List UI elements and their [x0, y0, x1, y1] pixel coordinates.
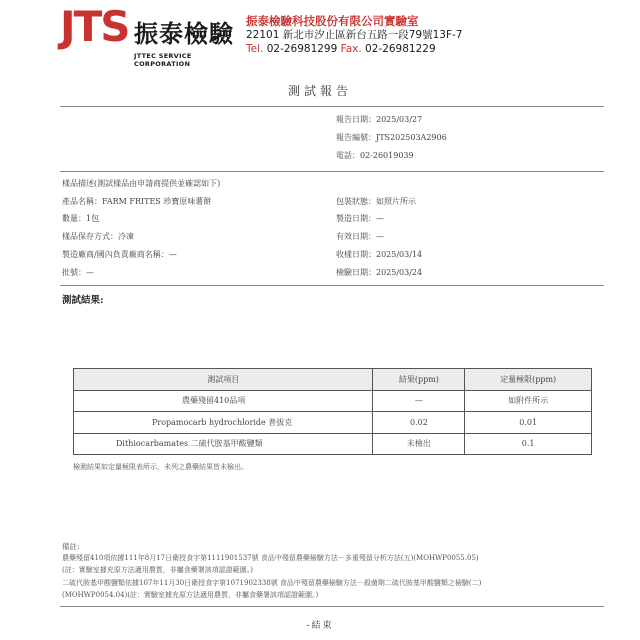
result-value: —	[373, 390, 465, 412]
tel-number: 02-26981299	[266, 43, 338, 55]
expiry-date: 有效日期：—	[336, 232, 384, 241]
loq-value: 如附件所示	[465, 390, 592, 412]
report-number: 報告編號：JTS202503A2906	[336, 133, 447, 142]
remarks-label: 備註:	[62, 542, 80, 551]
loq-value: 0.1	[465, 433, 592, 455]
result-value: 0.02	[373, 412, 465, 434]
company-address: 22101 新北市汐止區新台五路一段79號13F-7	[246, 29, 463, 41]
sample-quantity: 數量：1包	[62, 214, 100, 223]
remark-line: (MOHWP0054.04)(註：實驗室據充原方法適用農質，非屬食藥署該項認證範圍。)	[62, 591, 319, 599]
remark-line: (註：實驗室據充原方法適用農質，非屬食藥署該項認證範圍。)	[62, 566, 253, 574]
header-test-item: 測試項目	[74, 369, 373, 391]
letterhead	[0, 0, 640, 68]
company-contact	[246, 42, 462, 56]
table-row	[74, 433, 592, 455]
logo-english-name: JTTEC SERVICE CORPORATION	[134, 52, 192, 68]
report-date: 報告日期：2025/03/27	[336, 115, 423, 124]
remark-line: 農藥殘留410項依據111年8月17日衛授食字第1111901537號 食品中殘留農藥檢驗方法－多重殘留分析方法(五)(MOHWP0055.05)	[62, 554, 479, 562]
test-item: 農藥殘留410品項	[74, 390, 373, 412]
packaging-state: 包裝狀態：如照片所示	[336, 197, 416, 206]
fax-number: 02-26981229	[365, 43, 436, 55]
manufacture-date: 製造日期：—	[336, 214, 384, 223]
header-result: 結果(ppm)	[373, 369, 465, 391]
results-table	[73, 368, 592, 455]
table-row	[74, 390, 592, 412]
logo-chinese-name: 振泰檢驗	[134, 20, 234, 48]
table-row	[74, 412, 592, 434]
company-name: 振泰檢驗科技股份有限公司實驗室	[246, 14, 419, 28]
fax-label: Fax.	[340, 43, 362, 55]
manufacturer: 製造廠商/國內負責廠商名稱：—	[62, 250, 177, 259]
company-logo	[60, 2, 240, 68]
test-item: Dithiocarbamates 二硫代胺基甲酸鹽類	[74, 433, 373, 455]
divider	[60, 606, 604, 607]
tel-label: Tel.	[246, 43, 264, 55]
results-title: 測試結果:	[62, 295, 104, 306]
remark-line: 二硫代胺基甲酸鹽類依據107年11月30日衛授食字第1071902338號 食品中殘留農藥檢驗方法－殺菌劑二硫代胺基甲酸鹽類之檢驗(二)	[62, 579, 482, 587]
report-phone: 電話：02-26019039	[336, 151, 414, 160]
loq-value: 0.01	[465, 412, 592, 434]
batch-number: 批號：—	[62, 268, 94, 277]
test-item: Propamocarb hydrochloride 普拔克	[74, 412, 373, 434]
report-title: 測試報告	[287, 84, 352, 98]
divider	[60, 106, 604, 107]
received-date: 收樣日期：2025/03/14	[336, 250, 423, 259]
table-header-row	[74, 369, 592, 391]
storage-method: 樣品保存方式：冷凍	[62, 232, 134, 241]
end-mark: -結束	[306, 621, 334, 631]
test-date: 檢驗日期：2025/03/24	[336, 268, 423, 277]
header-loq: 定量極限(ppm)	[465, 369, 592, 391]
sample-description: 樣品描述(測試樣品由申請商提供並確認如下)	[62, 179, 221, 188]
divider	[60, 285, 604, 286]
divider	[60, 171, 604, 172]
results-footnote: 檢測結果如定量極限表所示，未列之農藥結果皆未檢出。	[73, 463, 248, 471]
logo-mark: JTS	[60, 2, 129, 51]
result-value: 未檢出	[373, 433, 465, 455]
company-info	[246, 14, 462, 56]
product-name: 產品名稱：FARM FRITES 珍寶原味薯餅	[62, 197, 212, 206]
